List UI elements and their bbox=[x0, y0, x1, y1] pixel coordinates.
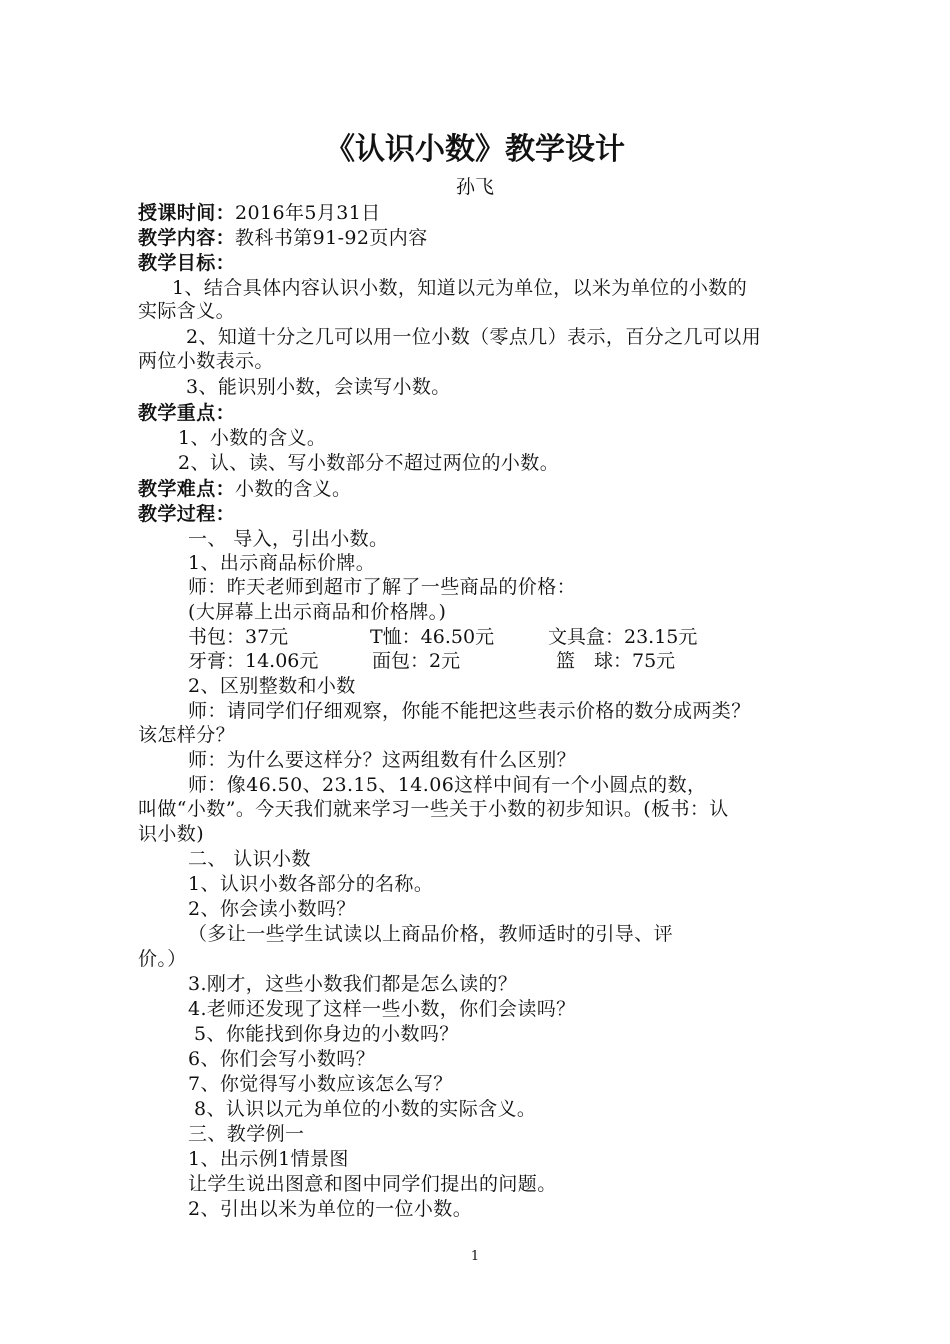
section-3-item-1: 1、出示例1情景图 bbox=[188, 1148, 349, 1170]
price-bread: 面包：2元 bbox=[372, 650, 461, 672]
goal-2-line-b: 两位小数表示。 bbox=[138, 350, 274, 372]
section-1-item-2: 2、区别整数和小数 bbox=[188, 675, 356, 697]
screen-note: (大屏幕上出示商品和价格牌。) bbox=[188, 601, 447, 623]
goal-1-line-b: 实际含义。 bbox=[138, 300, 236, 322]
goal-2-line-a: 2、知道十分之几可以用一位小数（零点几）表示，百分之几可以用 bbox=[186, 326, 762, 348]
section-2-item-7: 7、你觉得写小数应该怎么写？ bbox=[188, 1073, 453, 1095]
section-1-title: 一、 导入，引出小数。 bbox=[188, 528, 389, 550]
key-point-1: 1、小数的含义。 bbox=[178, 427, 327, 449]
author-name: 孙飞 bbox=[455, 176, 494, 198]
date-value: 2016年5月31日 bbox=[235, 202, 381, 224]
content-value: 教科书第91-92页内容 bbox=[235, 227, 428, 249]
section-2-item-4: 4.老师还发现了这样一些小数，你们会读吗？ bbox=[188, 998, 576, 1020]
teacher-line-1: 师：昨天老师到超市了解了一些商品的价格： bbox=[188, 576, 577, 598]
difficulty-value: 小数的含义。 bbox=[235, 478, 352, 500]
price-basketball: 篮 球：75元 bbox=[556, 650, 676, 672]
price-pencil-case: 文具盒：23.15元 bbox=[548, 626, 698, 648]
content-line bbox=[138, 225, 428, 251]
section-2-item-1: 1、认识小数各部分的名称。 bbox=[188, 873, 434, 895]
section-2-item-8: 8、认识以元为单位的小数的实际含义。 bbox=[194, 1098, 537, 1120]
section-3-title: 三、教学例一 bbox=[188, 1123, 305, 1145]
goal-1-line-a: 1、结合具体内容认识小数，知道以元为单位，以米为单位的小数的 bbox=[172, 277, 748, 299]
section-2-note-b: 价。） bbox=[138, 948, 187, 970]
teacher-line-4a: 师：像46.50、23.15、14.06这样中间有一个小圆点的数， bbox=[188, 774, 707, 796]
key-heading: 教学重点： bbox=[138, 402, 236, 424]
teacher-line-3: 师：为什么要这样分？这两组数有什么区别？ bbox=[188, 749, 577, 771]
section-1-item-1: 1、出示商品标价牌。 bbox=[188, 552, 376, 574]
section-2-item-2: 2、你会读小数吗？ bbox=[188, 898, 356, 920]
key-point-2: 2、认、读、写小数部分不超过两位的小数。 bbox=[178, 452, 560, 474]
date-line bbox=[138, 200, 381, 226]
price-schoolbag: 书包：37元 bbox=[188, 626, 289, 648]
teacher-line-2a: 师：请同学们仔细观察，你能不能把这些表示价格的数分成两类？ bbox=[188, 700, 751, 722]
section-2-note-a: （多让一些学生试读以上商品价格，教师适时的引导、评 bbox=[188, 923, 674, 945]
document-title: 《认识小数》教学设计 bbox=[325, 132, 625, 167]
price-toothpaste: 牙膏：14.06元 bbox=[188, 650, 319, 672]
section-3-item-2: 2、引出以米为单位的一位小数。 bbox=[188, 1198, 473, 1220]
section-2-item-3: 3.刚才，这些小数我们都是怎么读的？ bbox=[188, 973, 518, 995]
section-2-item-6: 6、你们会写小数吗？ bbox=[188, 1048, 376, 1070]
teacher-line-2b: 该怎样分？ bbox=[138, 724, 236, 746]
section-2-title: 二、 认识小数 bbox=[188, 848, 311, 870]
process-heading: 教学过程： bbox=[138, 503, 236, 525]
goals-heading: 教学目标： bbox=[138, 252, 236, 274]
difficulty-label: 教学难点： bbox=[138, 478, 236, 500]
section-3-note: 让学生说出图意和图中同学们提出的问题。 bbox=[188, 1173, 557, 1195]
page-number: 1 bbox=[470, 1249, 480, 1264]
teacher-line-4b: 叫做“小数”。今天我们就来学习一些关于小数的初步知识。(板书：认 bbox=[138, 798, 729, 820]
date-label: 授课时间： bbox=[138, 202, 236, 224]
section-2-item-5: 5、你能找到你身边的小数吗？ bbox=[194, 1023, 459, 1045]
goal-3: 3、能识别小数，会读写小数。 bbox=[186, 376, 451, 398]
price-tshirt: T恤：46.50元 bbox=[370, 626, 495, 648]
content-label: 教学内容： bbox=[138, 227, 236, 249]
teacher-line-4c: 识小数) bbox=[138, 823, 205, 845]
difficulty-line bbox=[138, 476, 351, 502]
